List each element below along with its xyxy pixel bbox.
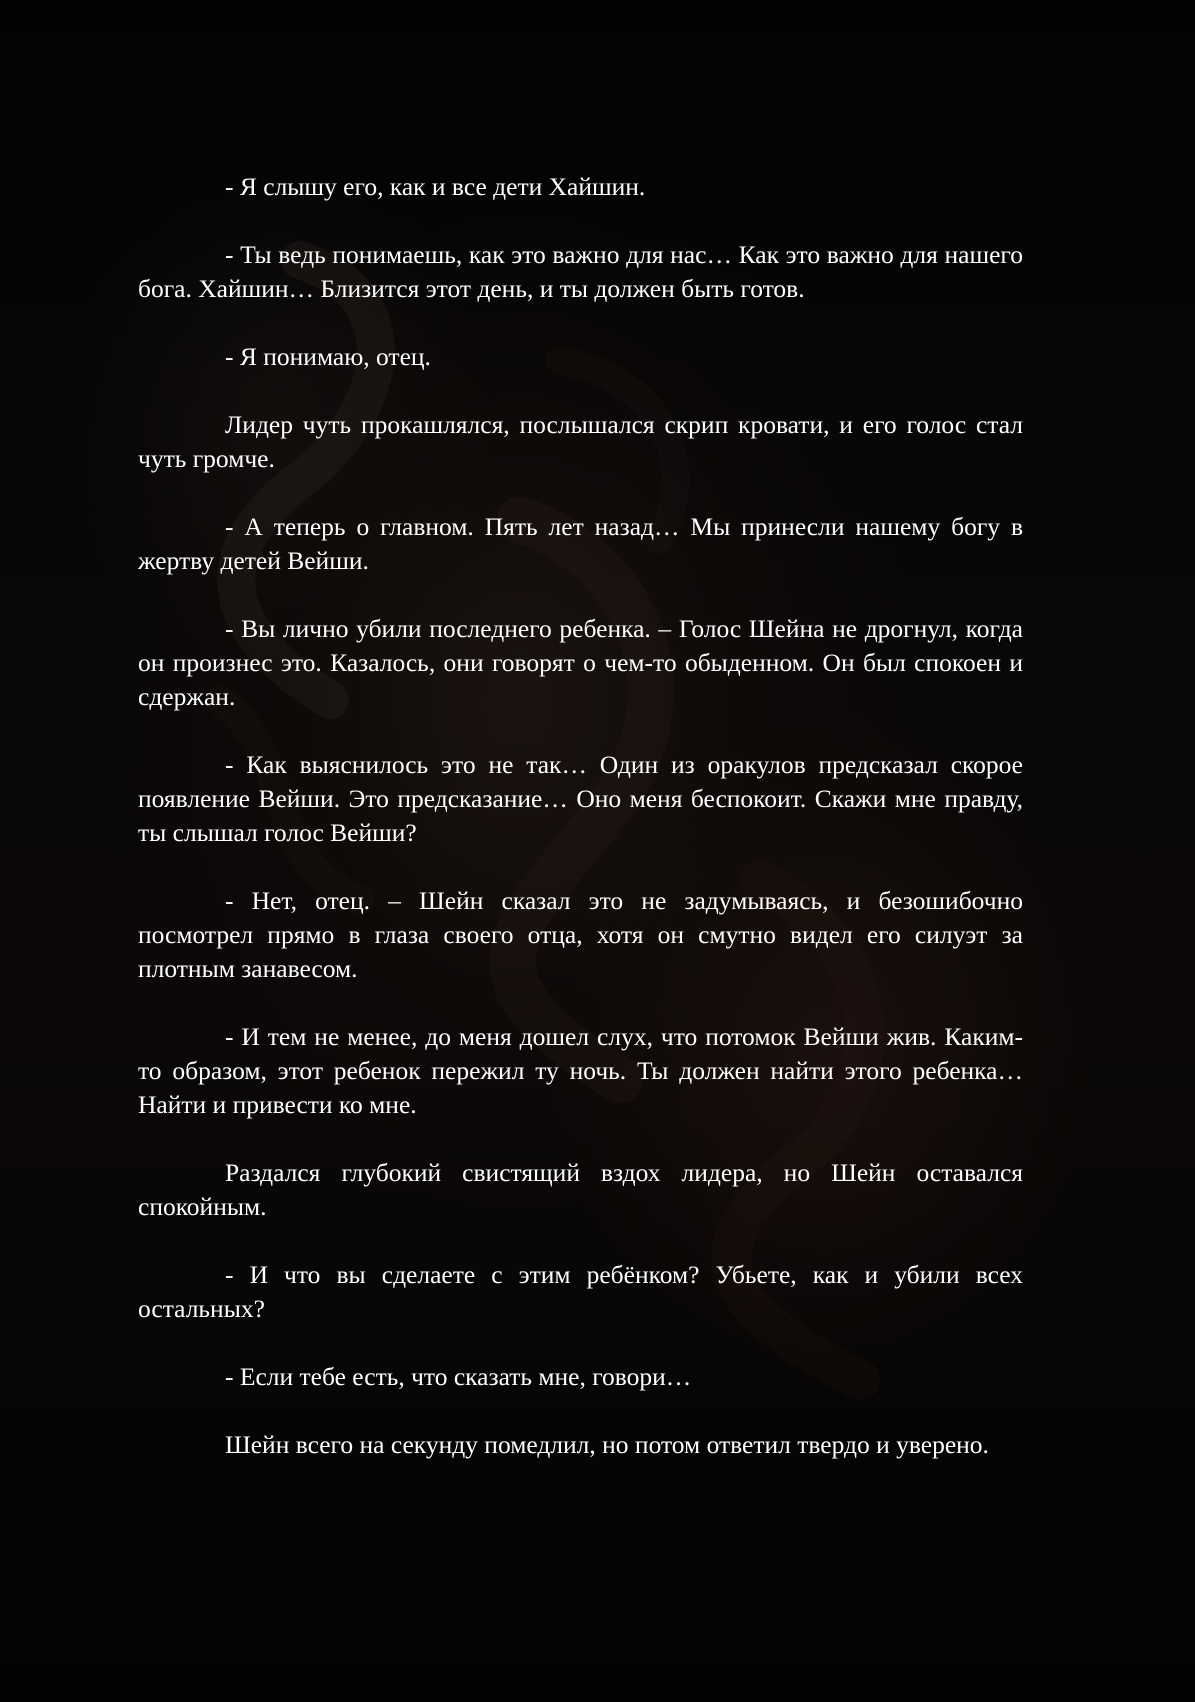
paragraph: - Я слышу его, как и все дети Хайшин. (225, 172, 646, 201)
paragraph: - Вы лично убили последнего ребенка. – Голос Шейна не дрогнул, когда он произнес это. Казалось, они говорят о чем-то обыденном. Он был спокоен и сдержан. (138, 614, 1023, 711)
paragraph: - Я понимаю, отец. (225, 342, 431, 371)
paragraph: Раздался глубокий свистящий вздох лидера, но Шейн оставался спокойным. (138, 1158, 1023, 1221)
paragraph: - Как выяснилось это не так… Один из оракулов предсказал скорое появление Вейши. Это предсказание… Оно меня беспокоит. Скажи мне правду, ты слышал голос Вейши? (138, 750, 1023, 847)
paragraph: - А теперь о главном. Пять лет назад… Мы принесли нашему богу в жертву детей Вейши. (138, 512, 1023, 575)
paragraph: - Ты ведь понимаешь, как это важно для нас… Как это важно для нашего бога. Хайшин… Близится этот день, и ты должен быть готов. (138, 240, 1023, 303)
paragraph: Лидер чуть прокашлялся, послышался скрип кровати, и его голос стал чуть громче. (138, 410, 1023, 473)
paragraph: - И тем не менее, до меня дошел слух, что потомок Вейши жив. Каким-то образом, этот ребенок пережил ту ночь. Ты должен найти этого ребенка… Найти и привести ко мне. (138, 1022, 1023, 1119)
story-text (138, 170, 1023, 1496)
paragraph: Шейн всего на секунду помедлил, но потом ответил твердо и уверено. (225, 1430, 989, 1459)
paragraph: - И что вы сделаете с этим ребёнком? Убьете, как и убили всех остальных? (138, 1260, 1023, 1323)
paragraph: - Если тебе есть, что сказать мне, говори… (225, 1362, 692, 1391)
paragraph: - Нет, отец. – Шейн сказал это не задумываясь, и безошибочно посмотрел прямо в глаза своего отца, хотя он смутно видел его силуэт за плотным занавесом. (138, 886, 1023, 983)
